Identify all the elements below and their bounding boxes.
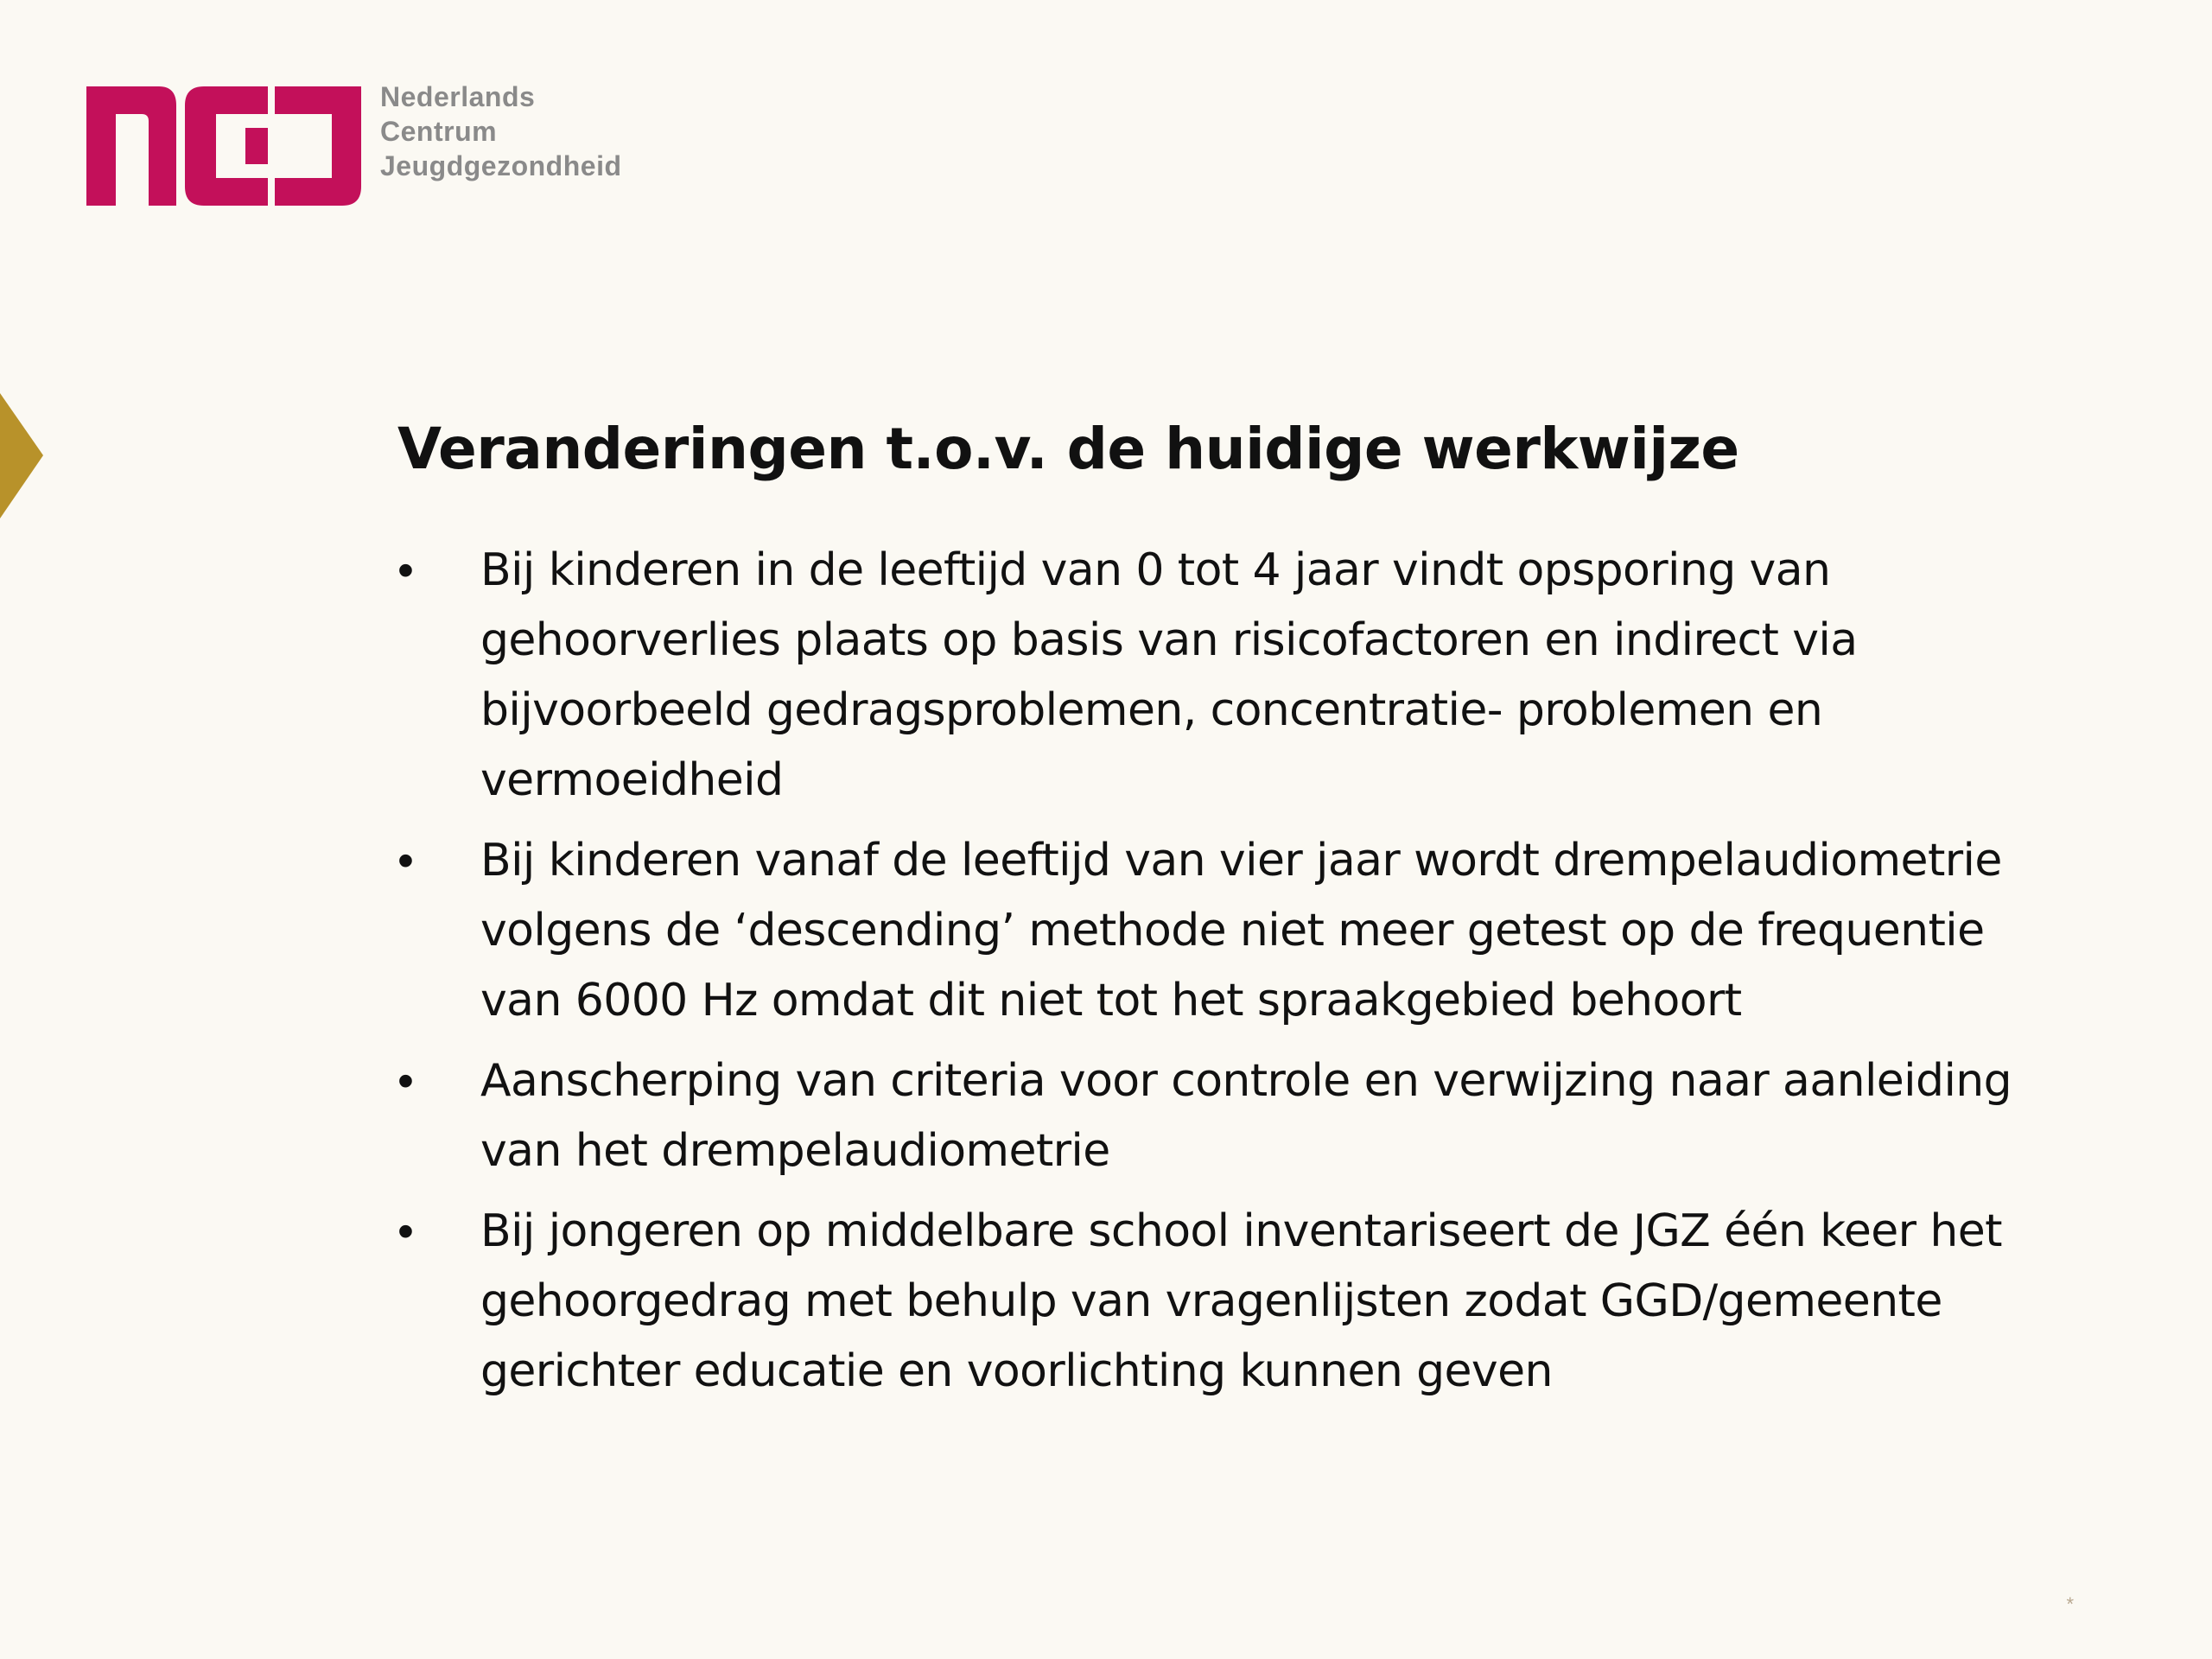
gold-arrow-icon: [0, 393, 43, 518]
ncj-logo-mark: [86, 86, 361, 206]
bullet-item: [397, 536, 2056, 816]
bullet-dot: •: [397, 1205, 414, 1257]
slide-title: Veranderingen t.o.v. de huidige werkwijze: [397, 416, 1739, 482]
slide-marker: *: [2066, 1593, 2074, 1615]
bullet-dot: •: [397, 1055, 414, 1107]
bullet-dot: •: [397, 544, 414, 596]
bullet-item: [397, 1046, 2056, 1186]
bullet-list: [397, 536, 2056, 1417]
ncj-logo: [86, 81, 622, 206]
bullet-dot: •: [397, 835, 414, 887]
logo-wordmark: [380, 79, 622, 183]
bullet-item: [397, 826, 2056, 1036]
bullet-text: Aanscherping van criteria voor controle en verwijzing naar aanleiding van het drempelaudiometrie: [480, 1055, 2012, 1177]
bullet-text: Bij jongeren op middelbare school inventariseert de JGZ één keer het gehoorgedrag met behulp van vragenlijsten zodat GGD/gemeente gerichter educatie en voorlichting kunnen geven: [480, 1205, 2002, 1397]
bullet-item: [397, 1197, 2056, 1407]
bullet-text: Bij kinderen in de leeftijd van 0 tot 4 jaar vindt opsporing van gehoorverlies plaats op basis van risicofactoren en indirect via bijvoorbeeld gedragsproblemen, concentratie- problemen en vermoeidheid: [480, 544, 1858, 806]
logo-line-2: Centrum: [380, 116, 498, 147]
logo-line-1: Nederlands: [380, 81, 536, 112]
logo-line-3: Jeugdgezondheid: [380, 150, 622, 181]
bullet-text: Bij kinderen vanaf de leeftijd van vier jaar wordt drempelaudiometrie volgens de ‘descending’ methode niet meer getest op de frequentie van 6000 Hz omdat dit niet tot het spraakgebied behoort: [480, 835, 2002, 1027]
